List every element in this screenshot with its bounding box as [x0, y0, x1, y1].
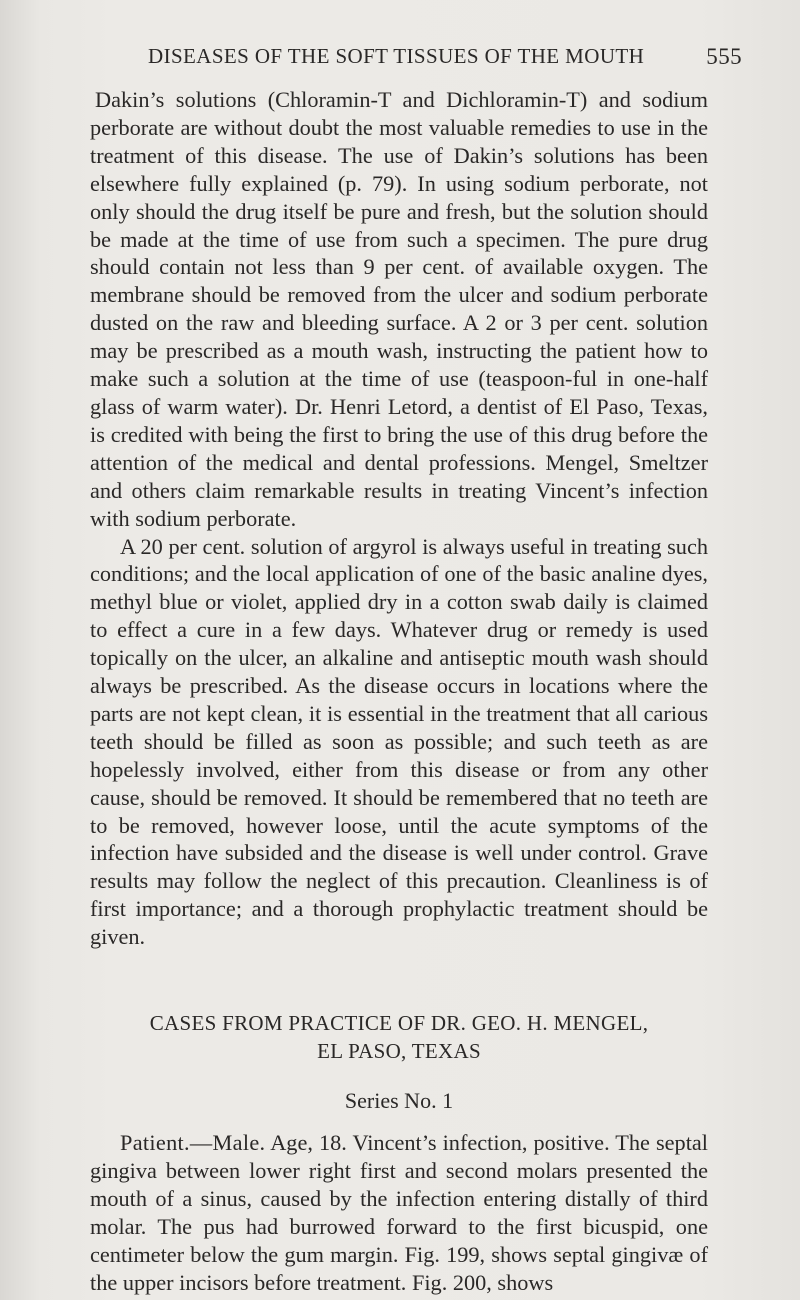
paragraph-case	[90, 1129, 708, 1296]
running-header	[148, 44, 742, 84]
body-text	[90, 86, 708, 1297]
page-number: 555	[706, 44, 742, 69]
section-title	[90, 1009, 708, 1065]
section-title-line-2: EL PASO, TEXAS	[317, 1039, 481, 1064]
running-title: DISEASES OF THE SOFT TISSUES OF THE MOUTH	[148, 44, 645, 68]
case-lead: Patient.—Male.	[120, 1130, 266, 1156]
paragraph-treatment: Dakin’s solutions (Chloramin-T and Dichloramin-T) and sodium perborate are without doubt the most valuable remedies to use in the treatment of this disease. The use of Dakin’s solutions has been elsewhere fully explained (p. 79). In using sodium perborate, not only should the drug itself be pure and fresh, but the solution should be made at the time of use from such a specimen. The pure drug should contain not less than 9 per cent. of available oxygen. The membrane should be removed from the ulcer and sodium perborate dusted on the raw and bleeding surface. A 2 or 3 per cent. solution may be prescribed as a mouth wash, instructing the patient how to make such a solution at the time of use (teaspoon-ful in one-half glass of warm water). Dr. Henri Letord, a dentist of El Paso, Texas, is credited with being the first to bring the use of this drug before the attention of the medical and dental professions. Mengel, Smeltzer and others claim remarkable results in treating Vincent’s infection with sodium perborate.	[90, 87, 708, 531]
series-heading: Series No. 1	[344, 1088, 454, 1114]
case-text: Age, 18. Vincent’s infection, positive. The septal gingiva between lower right first and second molars presented the mouth of a sinus, caused by the infection entering distally of third molar. The pus had burrowed forward to the first bicuspid, one centimeter below the gum margin. Fig. 199, shows septal gingivæ of the upper incisors before treatment. Fig. 200, shows	[90, 1130, 708, 1295]
paragraph-argyrol: A 20 per cent. solution of argyrol is always useful in treating such conditions; and the local application of one of the basic analine dyes, methyl blue or violet, applied dry in a cotton swab daily is claimed to effect a cure in a few days. Whatever drug or remedy is used topically on the ulcer, an alkaline and antiseptic mouth wash should always be prescribed. As the disease occurs in locations where the parts are not kept clean, it is essential in the treatment that all carious teeth should be filled as soon as possible; and such teeth as are hopelessly involved, either from this disease or from any other cause, should be removed. It should be remembered that no teeth are to be removed, however loose, until the acute symptoms of the infection have subsided and the disease is well under control. Grave results may follow the neglect of this precaution. Cleanliness is of first importance; and a thorough prophylactic treatment should be given.	[90, 533, 708, 950]
section-title-line-1: CASES FROM PRACTICE OF DR. GEO. H. MENGEL,	[149, 1011, 649, 1036]
